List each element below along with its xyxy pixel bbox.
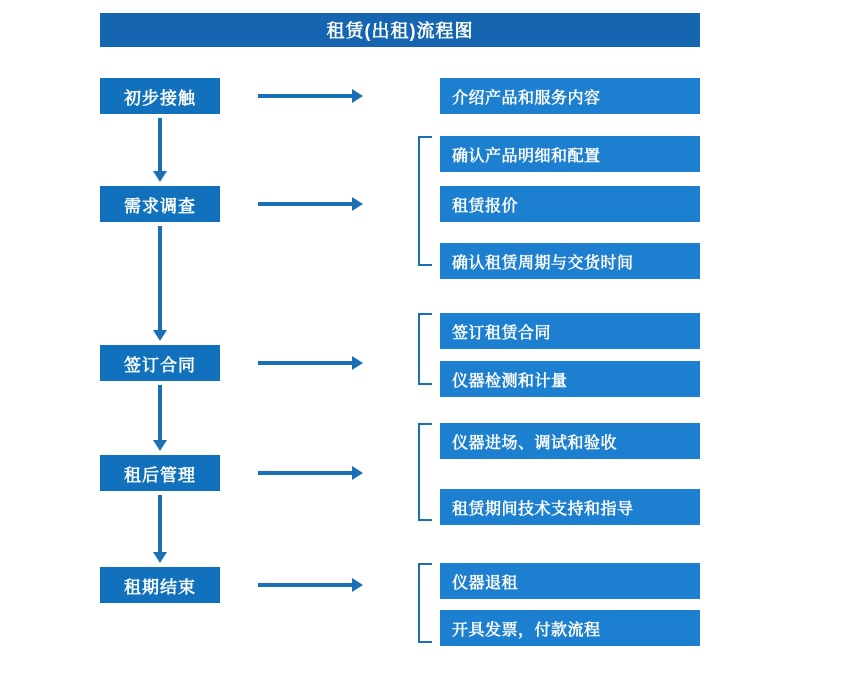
task-group-bracket-5 (418, 563, 432, 643)
stage-to-task-arrow-5 (258, 578, 363, 592)
stage-box-4[interactable]: 租后管理 (100, 455, 220, 491)
task-box-2[interactable]: 确认产品明细和配置 (440, 136, 700, 172)
stage-connector-arrow-1 (153, 118, 167, 182)
task-box-10[interactable]: 开具发票，付款流程 (440, 610, 700, 646)
task-group-bracket-3 (418, 313, 432, 385)
task-box-3[interactable]: 租赁报价 (440, 186, 700, 222)
stage-connector-arrow-4 (153, 495, 167, 563)
task-box-7[interactable]: 仪器进场、调试和验收 (440, 423, 700, 459)
task-box-9[interactable]: 仪器退租 (440, 563, 700, 599)
stage-box-3[interactable]: 签订合同 (100, 345, 220, 381)
task-box-4[interactable]: 确认租赁周期与交货时间 (440, 243, 700, 279)
task-box-6[interactable]: 仪器检测和计量 (440, 361, 700, 397)
stage-to-task-arrow-3 (258, 356, 363, 370)
task-box-8[interactable]: 租赁期间技术支持和指导 (440, 489, 700, 525)
stage-to-task-arrow-1 (258, 89, 363, 103)
stage-connector-arrow-3 (153, 385, 167, 451)
stage-box-1[interactable]: 初步接触 (100, 78, 220, 114)
stage-to-task-arrow-2 (258, 197, 363, 211)
task-group-bracket-4 (418, 423, 432, 521)
stage-connector-arrow-2 (153, 226, 167, 341)
page-title: 租赁(出租)流程图 (100, 13, 700, 47)
task-box-1[interactable]: 介绍产品和服务内容 (440, 78, 700, 114)
task-group-bracket-2 (418, 136, 432, 266)
stage-box-5[interactable]: 租期结束 (100, 567, 220, 603)
stage-box-2[interactable]: 需求调查 (100, 186, 220, 222)
stage-to-task-arrow-4 (258, 466, 363, 480)
task-box-5[interactable]: 签订租赁合同 (440, 313, 700, 349)
